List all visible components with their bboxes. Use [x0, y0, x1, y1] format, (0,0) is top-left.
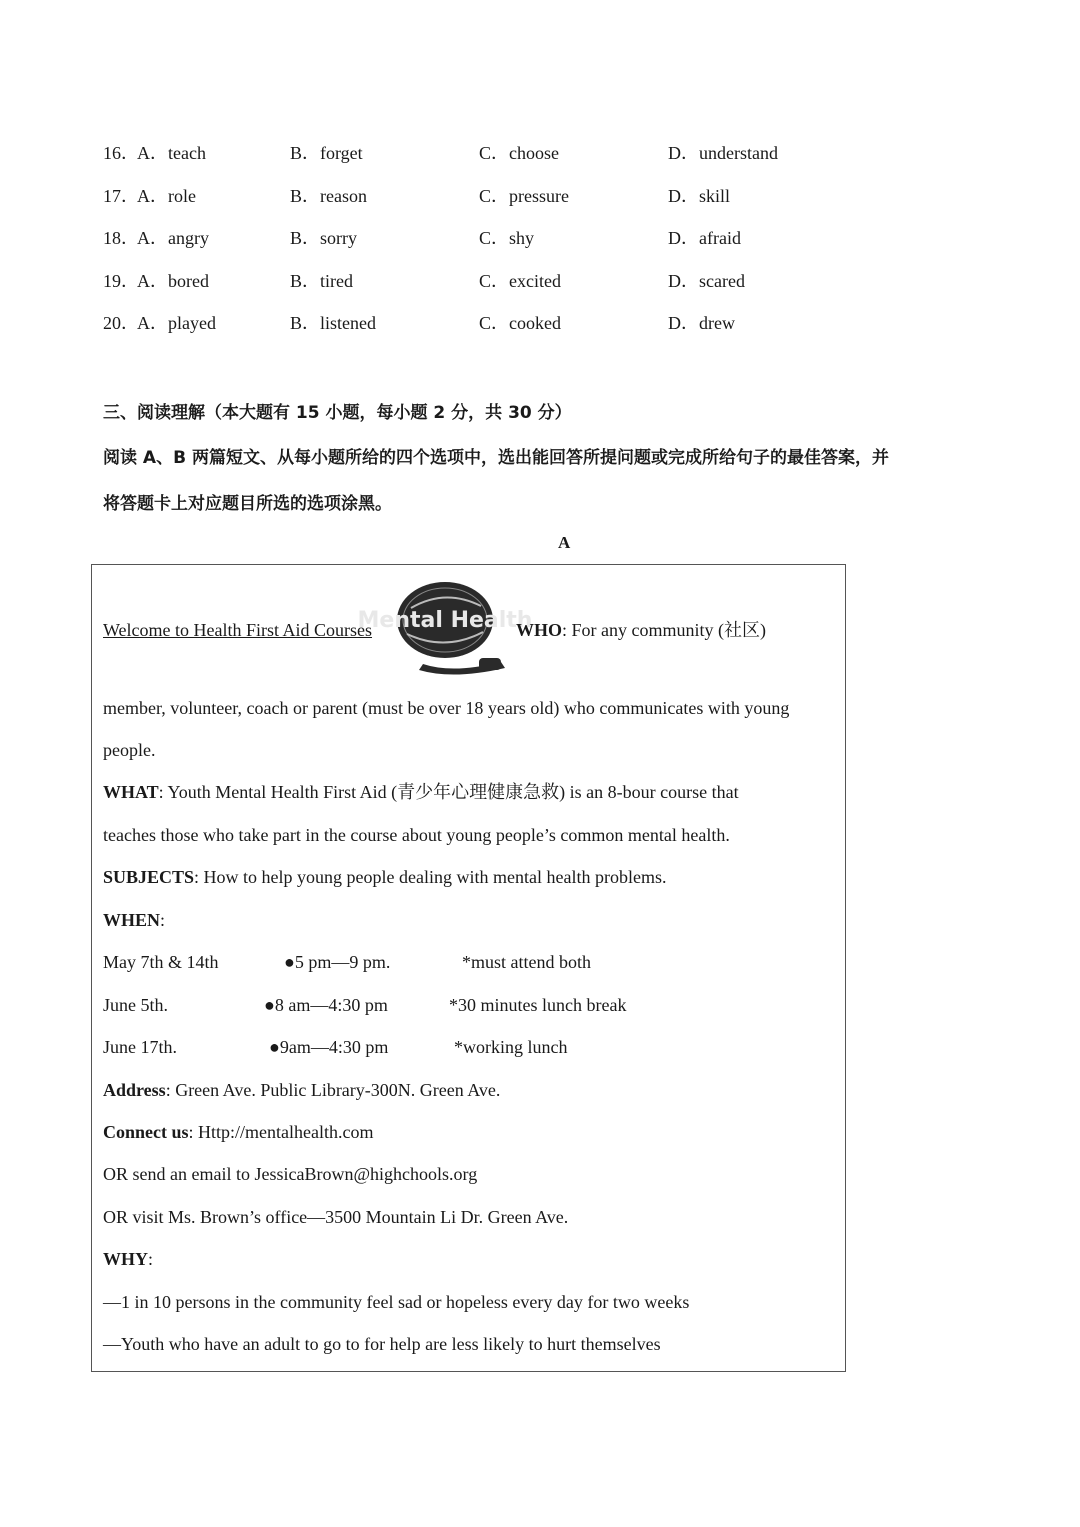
address-text: : Green Ave. Public Library-300N. Green Ave. [165, 1080, 501, 1100]
address-line [103, 1078, 500, 1102]
email-line: OR send an email to JessicaBrown@highchools.org [103, 1164, 478, 1184]
schedule-row-3 [103, 1035, 803, 1059]
option-a: A．played [137, 313, 216, 333]
schedule-time: ●9am—4:30 pm [269, 1037, 389, 1057]
option-a: A．role [137, 186, 196, 206]
option-d: D．skill [668, 186, 731, 206]
address-label: Address [103, 1080, 166, 1100]
who-continued-2: people. [103, 740, 156, 760]
option-a: A．angry [137, 228, 209, 248]
what-line [103, 780, 739, 804]
question-number: 17． [103, 186, 139, 206]
option-d: D．scared [668, 271, 745, 291]
schedule-note: *must attend both [462, 952, 591, 972]
schedule-date: June 5th. [103, 995, 168, 1015]
section-instruction-line2: 将答题卡上对应题目所选的选项涂黑。 [103, 494, 392, 514]
subjects-label: SUBJECTS [103, 867, 195, 887]
why-line [103, 1247, 153, 1271]
logo-text: Mental Health [357, 608, 533, 633]
section-title: 三、阅读理解（本大题有 15 小题，每小题 2 分，共 30 分） [103, 403, 572, 423]
option-c: C．pressure [479, 186, 569, 206]
option-b: B．forget [290, 143, 363, 163]
schedule-date: May 7th & 14th [103, 952, 219, 972]
why-reason-1: —1 in 10 persons in the community feel sad or hopeless every day for two weeks [103, 1292, 690, 1312]
when-line [103, 908, 165, 932]
option-a: A．bored [137, 271, 209, 291]
option-b: B．reason [290, 186, 367, 206]
who-label: WHO [516, 620, 563, 640]
schedule-note: *30 minutes lunch break [449, 995, 627, 1015]
section-instruction-line1: 阅读 A、B 两篇短文、从每小题所给的四个选项中，选出能回答所提问题或完成所给句子的最佳答案，并 [103, 448, 889, 468]
schedule-time: ●5 pm—9 pm. [284, 952, 391, 972]
what-continued: teaches those who take part in the course about young people’s common mental health. [103, 825, 730, 845]
option-c: C．choose [479, 143, 559, 163]
option-d: D．drew [668, 313, 735, 333]
when-label: WHEN [103, 910, 161, 930]
welcome-heading: Welcome to Health First Aid Courses [103, 620, 373, 640]
why-label: WHY [103, 1249, 148, 1269]
subjects-line [103, 865, 666, 889]
option-d: D．afraid [668, 228, 741, 248]
passage-label: A [558, 533, 571, 552]
office-line: OR visit Ms. Brown’s office—3500 Mountain Li Dr. Green Ave. [103, 1207, 569, 1227]
when-colon: : [160, 910, 166, 930]
question-number: 16． [103, 143, 139, 163]
why-colon: : [148, 1249, 154, 1269]
option-b: B．tired [290, 271, 353, 291]
schedule-row-2 [103, 993, 803, 1017]
schedule-time: ●8 am—4:30 pm [264, 995, 388, 1015]
question-number: 18． [103, 228, 139, 248]
who-line [516, 618, 766, 642]
schedule-date: June 17th. [103, 1037, 177, 1057]
question-number: 19． [103, 271, 139, 291]
who-text: : For any community (社区) [562, 620, 766, 640]
what-text: : Youth Mental Health First Aid (青少年心理健康急救) is an 8-bour course that [158, 782, 739, 802]
question-number: 20． [103, 313, 139, 333]
mental-health-logo-icon [357, 578, 533, 676]
option-b: B．listened [290, 313, 376, 333]
who-continued-1: member, volunteer, coach or parent (must be over 18 years old) who communicates with young [103, 698, 790, 718]
connect-label: Connect us [103, 1122, 189, 1142]
option-c: C．excited [479, 271, 561, 291]
why-reason-2: —Youth who have an adult to go to for help are less likely to hurt themselves [103, 1334, 661, 1354]
what-label: WHAT [103, 782, 159, 802]
option-c: C．cooked [479, 313, 561, 333]
option-d: D．understand [668, 143, 778, 163]
subjects-text: : How to help young people dealing with mental health problems. [194, 867, 667, 887]
connect-text: : Http://mentalhealth.com [188, 1122, 374, 1142]
option-c: C．shy [479, 228, 535, 248]
option-b: B．sorry [290, 228, 357, 248]
option-a: A．teach [137, 143, 206, 163]
connect-line [103, 1120, 373, 1144]
schedule-row-1 [103, 950, 803, 974]
schedule-note: *working lunch [454, 1037, 568, 1057]
